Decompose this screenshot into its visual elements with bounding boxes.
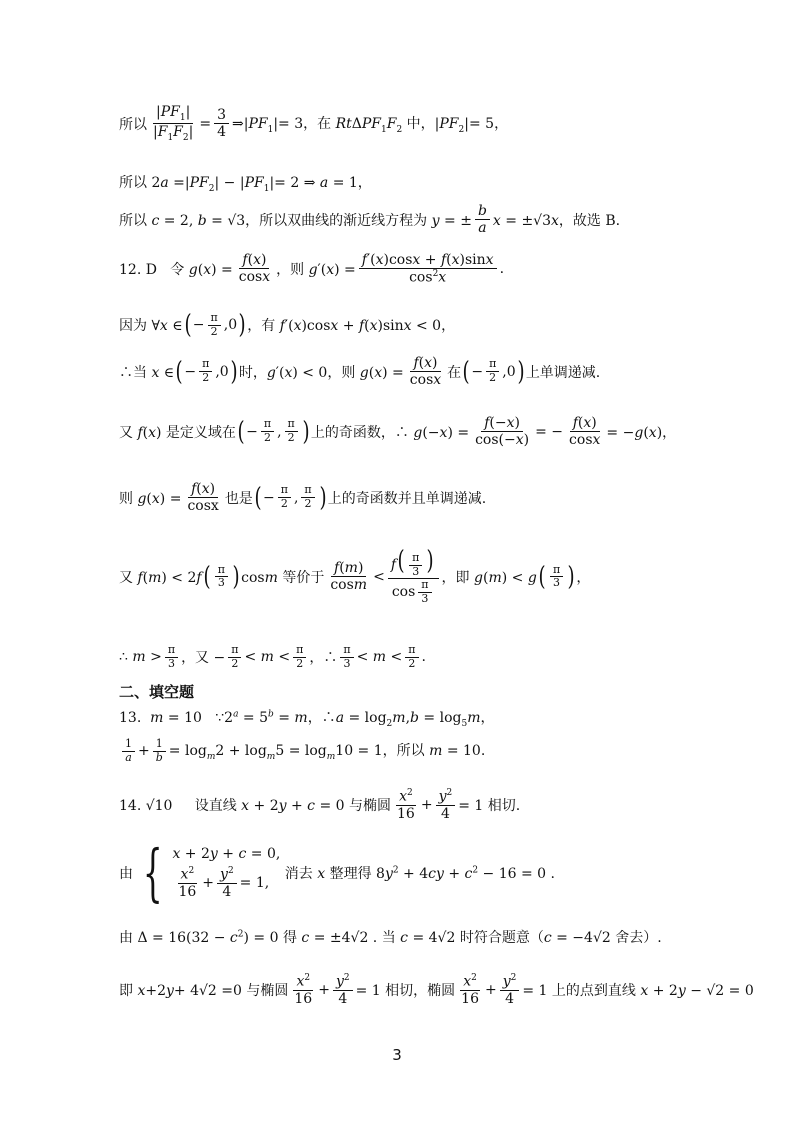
line-8: 则 g(x) = $\frac{f(x)}{\cos x}$ 也是 ( − $\frac{\pi}{2}$ , $\frac{\pi}{2}$ ) 上的奇函数并且单调递减. <box>119 481 487 515</box>
line-15: 由 $\Delta = 16(32 - c^2) = 0$ 得 c = ±4√2 . 当 c = 4√2 时符合题意（c = −4√2 舍去）. <box>119 929 662 946</box>
line-4: 12. D 令 g(x) = $\frac{f(x)}{\cos x}$ ，则 g′(x) = $\frac{f'(x)\cos x + f(x)\sin x}{\cos^2x}$ . <box>119 252 505 286</box>
line-12: $\frac{1}{a}$ + $\frac{1}{b}$ = $\log_m2 + \log_m5 = \log_m10 = 1$，所以 m = 10. <box>119 738 485 764</box>
section-heading: 二、填空题 <box>119 683 195 701</box>
line-9: 又 f(m) < 2f ( $\frac{\pi}{3}$ ) cosm 等价于 $\frac{f(m)}{\cos m}$ < f( $\frac{\pi}{3}$ ) cos $\frac{\pi}{3}$ ，即 g(m) < g ( $\frac{\pi}{3}$ ) ， <box>119 546 591 605</box>
line-7: 又 f(x) 是定义域在 ( − $\frac{\pi}{2}$ , $\frac{\pi}{2}$ ) 上的奇函数，∴ g(−x) = $\frac{f(-x)}{\cos(-x)}$ = − $\frac{f(x)}{\cos x}$ = −g(x)， <box>119 415 677 449</box>
line-5: 因为 ∀x ∈ ( − $\frac{\pi}{2}$ ,0 ) ，有 f′(x)cosx + f(x)sinx < 0， <box>119 310 456 341</box>
line-14-you: 由 <box>119 866 133 882</box>
line-13: 14. √10 设直线 x + 2y + c = 0 与椭圆 $\frac{x^2}{16}$ + $\frac{y^2}{4}$ = 1 相切. <box>119 788 521 822</box>
line-2: 所以 $2a =|PF_2| - |PF_1|= 2$ ⇒ a = 1， <box>119 175 372 194</box>
line-14-system: 由 { x + 2y + c = 0, $\frac{x^2}{16}$ + $\frac{y^2}{4}$ = 1, 消去 x 整理得 $8y^2 + 4cy + c^2 - 16 = 0$ . <box>119 836 555 909</box>
line-6: ∴当 x ∈ ( − $\frac{\pi}{2}$ ,0 ) 时，g′(x) < 0，则 g(x) = $\frac{f(x)}{\cos x}$ 在 ( − $\frac{\pi}{2}$ ,0 ) 上单调递减. <box>119 355 601 389</box>
line-10: ∴ m > $\frac{\pi}{3}$ ，又 − $\frac{\pi}{2}$ < m < $\frac{\pi}{2}$ ，∴ $\frac{\pi}{3}$ < m < $\frac{\pi}{2}$ . <box>119 643 426 670</box>
line-3: 所以 c = 2, b = √3，所以双曲线的渐近线方程为 y = ± $\frac{b}{a}$ x = ±√3x，故选 B. <box>119 203 621 237</box>
line-11: 13. m = 10 $\because 2^a = 5^b = m$，∴a = $\log_2m,b = \log_5m$， <box>119 709 495 729</box>
line-16: 即 x+2y+ 4√2 =0 与椭圆 $\frac{x^2}{16}$ + $\frac{y^2}{4}$ = 1 相切，椭圆 $\frac{x^2}{16}$ + $\frac{y^2}{4}$ = 1 上的点到直线 x + 2y − √2 = 0 <box>119 973 754 1007</box>
page-number: 3 <box>392 1046 402 1064</box>
line-1: 所以 $\frac{|PF_1|}{|F_1F_2|}$ = $\frac{3}{4}$ $\Rightarrow|PF_1|= 3$，在 $Rt\Delta PF_1F_2$ 中，$|PF_2|= 5$， <box>119 104 509 143</box>
